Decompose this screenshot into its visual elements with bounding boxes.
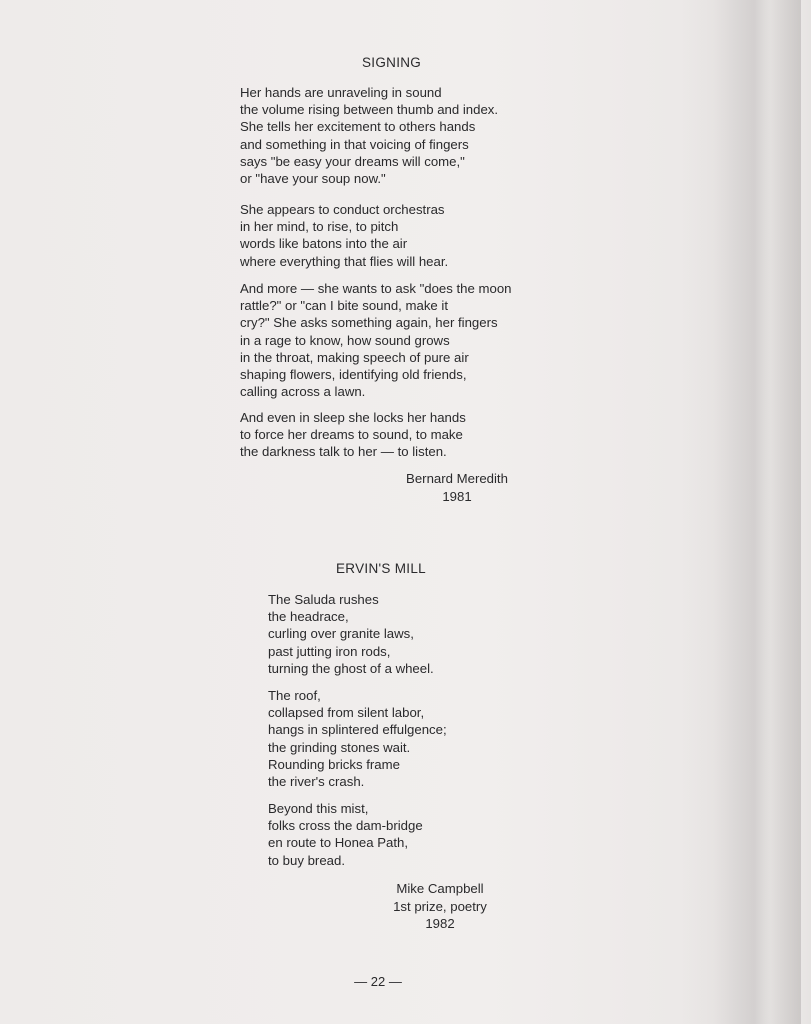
poem-year: 1981 [442, 488, 472, 504]
ervins-mill-stanza-2 [268, 687, 447, 790]
poem-line: the grinding stones wait. [268, 739, 411, 755]
page-fold-shadow [681, 0, 801, 1024]
poem-line: cry?" She asks something again, her fingers [240, 315, 498, 331]
poem-line: in the throat, making speech of pure air [240, 349, 469, 365]
poem-line: calling across a lawn. [240, 384, 366, 400]
poem-line: says "be easy your dreams will come," [240, 153, 465, 169]
poem-line: And even in sleep she locks her hands [240, 410, 466, 425]
poem-line: And more — she wants to ask "does the moon [240, 281, 512, 296]
poem-line: The Saluda rushes [268, 592, 379, 607]
poem-line: Beyond this mist, [268, 801, 369, 816]
poem-line: in her mind, to rise, to pitch [240, 219, 399, 235]
poem-line: in a rage to know, how sound grows [240, 332, 450, 348]
poem-line: the volume rising between thumb and index. [240, 102, 499, 118]
poem-line: The roof, [268, 688, 321, 703]
ervins-mill-byline [372, 880, 508, 933]
poem-title-signing: SIGNING [362, 55, 422, 70]
ervins-mill-stanza-3 [268, 800, 423, 869]
poem-line: past jutting iron rods, [268, 643, 391, 659]
poem-line: the darkness talk to her — to listen. [240, 444, 447, 460]
poem-line: collapsed from silent labor, [268, 705, 425, 721]
award-note: 1st prize, poetry [393, 898, 487, 914]
poem-line: or "have your soup now." [240, 171, 386, 187]
ervins-mill-stanza-1 [268, 591, 434, 677]
author-name: Bernard Meredith [406, 471, 508, 486]
poem-line: where everything that flies will hear. [240, 253, 449, 269]
poem-line: Her hands are unraveling in sound [240, 85, 442, 100]
poem-line: rattle?" or "can I bite sound, make it [240, 298, 449, 314]
signing-stanza-2 [240, 201, 448, 270]
poem-line: and something in that voicing of fingers [240, 136, 469, 152]
author-name: Mike Campbell [396, 881, 484, 896]
poem-line: hangs in splintered effulgence; [268, 722, 447, 738]
poem-line: Rounding bricks frame [268, 756, 400, 772]
poem-line: to buy bread. [268, 852, 345, 868]
poem-title-ervins-mill: ERVIN'S MILL [336, 561, 426, 576]
signing-stanza-3 [240, 280, 512, 400]
signing-stanza-1 [240, 84, 498, 187]
poem-line: the headrace, [268, 609, 349, 625]
poem-line: en route to Honea Path, [268, 835, 409, 851]
poem-line: to force her dreams to sound, to make [240, 427, 463, 443]
signing-byline [392, 470, 522, 505]
poem-line: turning the ghost of a wheel. [268, 660, 434, 676]
poem-line: She appears to conduct orchestras [240, 202, 445, 217]
page-number: — 22 — [354, 974, 402, 989]
poem-line: words like batons into the air [240, 236, 408, 252]
signing-stanza-4 [240, 409, 466, 461]
poem-line: the river's crash. [268, 774, 365, 790]
poem-line: She tells her excitement to others hands [240, 119, 476, 135]
poem-line: folks cross the dam-bridge [268, 818, 423, 834]
poem-line: curling over granite laws, [268, 626, 414, 642]
poem-year: 1982 [425, 916, 455, 931]
poem-line: shaping flowers, identifying old friends, [240, 367, 467, 383]
